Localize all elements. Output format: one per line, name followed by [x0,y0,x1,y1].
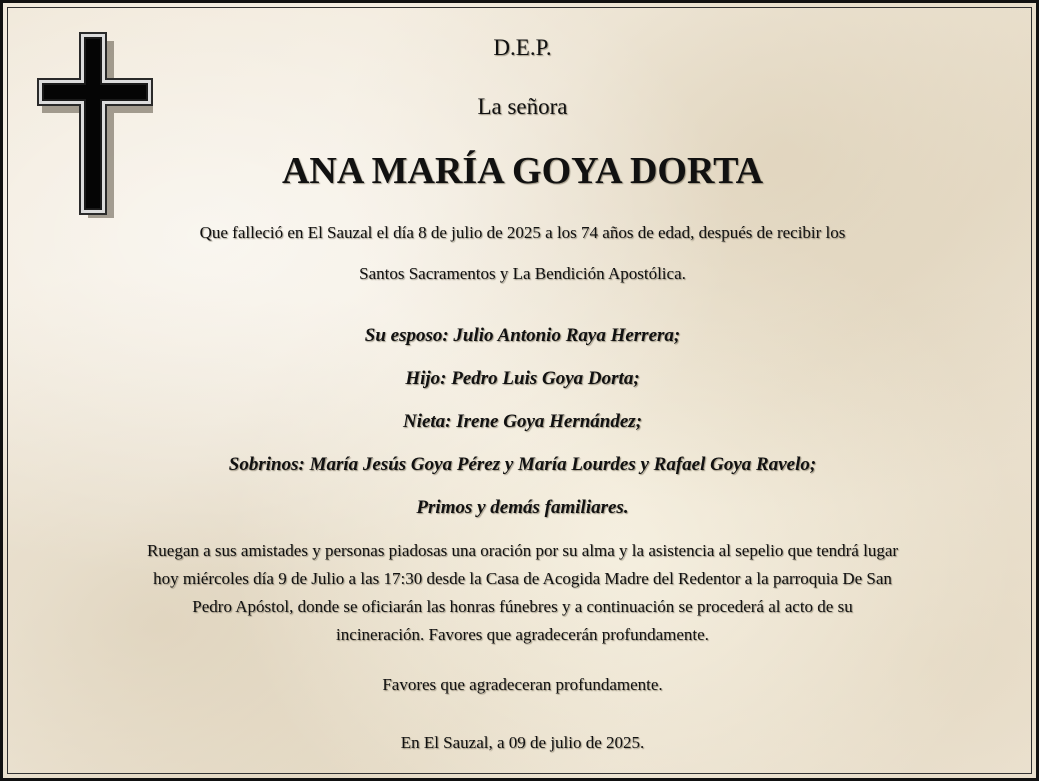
family-spouse: Su esposo: Julio Antonio Raya Herrera; [364,325,681,346]
family-granddaughter: Nieta: Irene Goya Hernández; [402,411,643,432]
family-cousins: Primos y demás familiares. [416,497,629,518]
thanks-line: Favores que agradeceran profundamente. [382,675,663,694]
funeral-details [33,537,1012,649]
family-son: Hijo: Pedro Luis Goya Dorta; [405,368,640,389]
intro-line-2: Santos Sacramentos y La Bendición Apostólica. [359,264,686,283]
deceased-name: ANA MARÍA GOYA DORTA [281,150,764,192]
page-border [7,7,1032,774]
place-date: En El Sauzal, a 09 de julio de 2025. [400,733,645,752]
funeral-details-line: incineración. Favores que agradecerán profundamente. [336,625,709,644]
salutation: La señora [477,94,568,119]
dep-heading: D.E.P. [493,35,552,60]
intro-line-1: Que falleció en El Sauzal el día 8 de julio de 2025 a los 74 años de edad, después de recibir los [199,223,846,242]
family-nephews: Sobrinos: María Jesús Goya Pérez y María Lourdes y Rafael Goya Ravelo; [228,454,817,475]
funeral-details-line: Ruegan a sus amistades y personas piadosas una oración por su alma y la asistencia al sepelio que tendrá lugar [146,541,899,560]
funeral-details-line: hoy miércoles día 9 de Julio a las 17:30 desde la Casa de Acogida Madre del Redentor a la parroquia De San [153,569,892,588]
funeral-details-line: Pedro Apóstol, donde se oficiarán las honras fúnebres y a continuación se procederá al acto de su [192,597,853,616]
